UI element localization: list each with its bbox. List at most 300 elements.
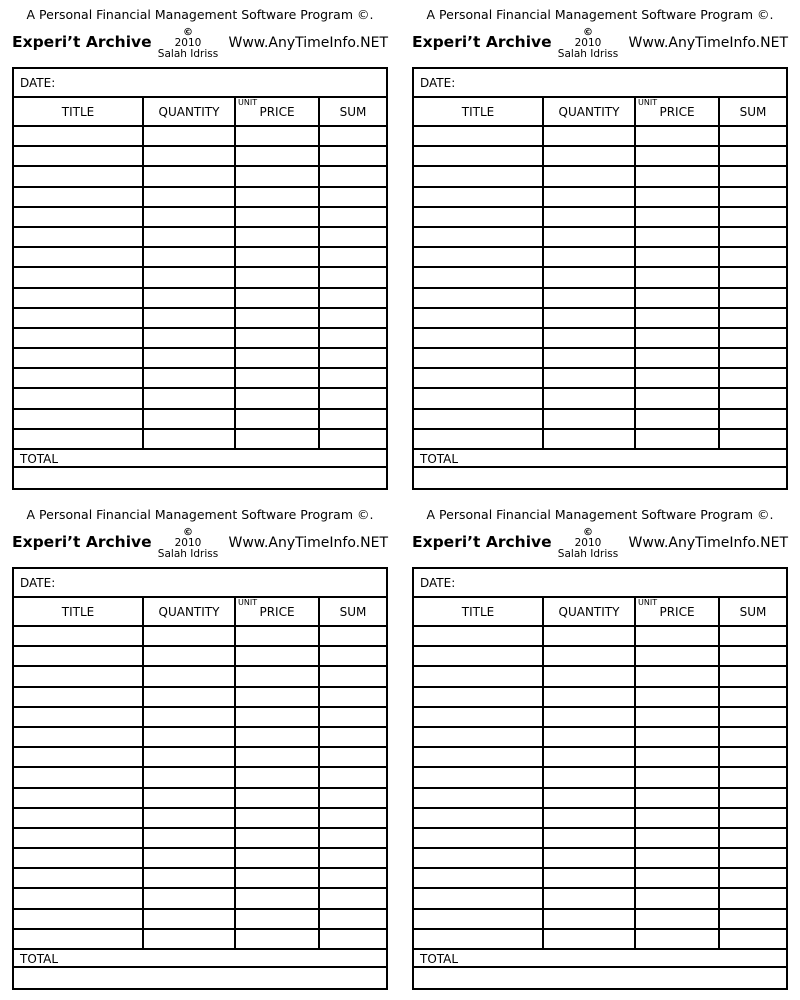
sum-cell[interactable] xyxy=(720,869,786,887)
title-cell[interactable] xyxy=(414,289,544,307)
price-cell[interactable] xyxy=(236,849,320,867)
price-cell[interactable] xyxy=(636,889,720,907)
title-cell[interactable] xyxy=(414,410,544,428)
price-cell[interactable] xyxy=(636,647,720,665)
title-cell[interactable] xyxy=(14,268,144,286)
table-row xyxy=(414,889,786,909)
price-cell[interactable] xyxy=(636,410,720,428)
price-cell[interactable] xyxy=(236,708,320,726)
table-row xyxy=(14,768,386,788)
quantity-cell[interactable] xyxy=(544,369,636,387)
price-cell[interactable] xyxy=(636,768,720,786)
sum-cell[interactable] xyxy=(720,188,786,206)
title-cell[interactable] xyxy=(14,147,144,165)
quantity-cell[interactable] xyxy=(544,708,636,726)
col-quantity-label: QUANTITY xyxy=(158,604,220,619)
price-cell[interactable] xyxy=(236,688,320,706)
title-cell[interactable] xyxy=(14,667,144,685)
price-cell[interactable] xyxy=(236,289,320,307)
title-cell[interactable] xyxy=(414,768,544,786)
title-cell[interactable] xyxy=(14,309,144,327)
price-cell[interactable] xyxy=(636,268,720,286)
quantity-cell[interactable] xyxy=(544,809,636,827)
sum-cell[interactable] xyxy=(720,248,786,266)
date-label: DATE: xyxy=(20,576,56,590)
quantity-cell[interactable] xyxy=(144,829,236,847)
title-cell[interactable] xyxy=(414,167,544,185)
table-row xyxy=(14,849,386,869)
quantity-cell[interactable] xyxy=(144,248,236,266)
table-row xyxy=(14,708,386,728)
title-cell[interactable] xyxy=(414,748,544,766)
title-cell[interactable] xyxy=(14,127,144,145)
table-header xyxy=(14,598,386,627)
quantity-cell[interactable] xyxy=(144,329,236,347)
table-row xyxy=(414,829,786,849)
quantity-cell[interactable] xyxy=(544,289,636,307)
sum-cell[interactable] xyxy=(320,389,386,407)
total-row[interactable] xyxy=(414,948,786,968)
quantity-cell[interactable] xyxy=(544,889,636,907)
sum-cell[interactable] xyxy=(720,647,786,665)
quantity-cell[interactable] xyxy=(144,127,236,145)
price-cell[interactable] xyxy=(236,167,320,185)
quantity-cell[interactable] xyxy=(544,869,636,887)
quantity-cell[interactable] xyxy=(144,627,236,645)
quantity-cell[interactable] xyxy=(544,268,636,286)
sum-cell[interactable] xyxy=(320,369,386,387)
quantity-cell[interactable] xyxy=(144,167,236,185)
title-cell[interactable] xyxy=(14,627,144,645)
title-cell[interactable] xyxy=(14,768,144,786)
price-cell[interactable] xyxy=(236,248,320,266)
quantity-cell[interactable] xyxy=(144,389,236,407)
quantity-cell[interactable] xyxy=(144,768,236,786)
price-cell[interactable] xyxy=(236,430,320,448)
sum-cell[interactable] xyxy=(720,389,786,407)
title-cell[interactable] xyxy=(414,627,544,645)
table-row xyxy=(414,789,786,809)
quantity-cell[interactable] xyxy=(544,768,636,786)
sum-cell[interactable] xyxy=(720,369,786,387)
title-cell[interactable] xyxy=(414,910,544,928)
price-cell[interactable] xyxy=(236,728,320,746)
title-cell[interactable] xyxy=(414,889,544,907)
sum-cell[interactable] xyxy=(720,910,786,928)
sum-cell[interactable] xyxy=(720,289,786,307)
title-cell[interactable] xyxy=(414,208,544,226)
title-cell[interactable] xyxy=(14,910,144,928)
sum-cell[interactable] xyxy=(320,228,386,246)
sum-cell[interactable] xyxy=(320,188,386,206)
sum-cell[interactable] xyxy=(320,268,386,286)
quantity-cell[interactable] xyxy=(544,667,636,685)
title-cell[interactable] xyxy=(14,389,144,407)
price-cell[interactable] xyxy=(236,627,320,645)
title-cell[interactable] xyxy=(414,647,544,665)
sum-cell[interactable] xyxy=(320,329,386,347)
title-cell[interactable] xyxy=(14,369,144,387)
sum-cell[interactable] xyxy=(320,309,386,327)
title-cell[interactable] xyxy=(414,930,544,948)
title-cell[interactable] xyxy=(414,829,544,847)
price-cell[interactable] xyxy=(636,708,720,726)
title-cell[interactable] xyxy=(414,309,544,327)
title-cell[interactable] xyxy=(14,349,144,367)
title-cell[interactable] xyxy=(14,708,144,726)
quantity-cell[interactable] xyxy=(544,647,636,665)
title-cell[interactable] xyxy=(414,708,544,726)
price-cell[interactable] xyxy=(636,809,720,827)
date-row[interactable] xyxy=(14,69,386,98)
expense-grid xyxy=(14,598,386,950)
price-cell[interactable] xyxy=(236,147,320,165)
price-cell[interactable] xyxy=(636,349,720,367)
sum-cell[interactable] xyxy=(320,688,386,706)
quantity-cell[interactable] xyxy=(544,849,636,867)
price-cell[interactable] xyxy=(236,910,320,928)
sum-cell[interactable] xyxy=(320,430,386,448)
price-cell[interactable] xyxy=(636,829,720,847)
price-cell[interactable] xyxy=(236,389,320,407)
price-cell[interactable] xyxy=(636,188,720,206)
sum-cell[interactable] xyxy=(720,147,786,165)
price-cell[interactable] xyxy=(636,849,720,867)
title-cell[interactable] xyxy=(414,369,544,387)
sum-cell[interactable] xyxy=(320,829,386,847)
sum-cell[interactable] xyxy=(720,430,786,448)
title-cell[interactable] xyxy=(414,349,544,367)
table-row xyxy=(414,248,786,268)
sum-cell[interactable] xyxy=(320,127,386,145)
quantity-cell[interactable] xyxy=(144,889,236,907)
title-cell[interactable] xyxy=(14,809,144,827)
date-row[interactable] xyxy=(414,69,786,98)
sum-cell[interactable] xyxy=(320,849,386,867)
sum-cell[interactable] xyxy=(320,647,386,665)
title-cell[interactable] xyxy=(14,647,144,665)
table-row xyxy=(414,910,786,930)
sum-cell[interactable] xyxy=(720,309,786,327)
quantity-cell[interactable] xyxy=(144,930,236,948)
sum-cell[interactable] xyxy=(720,930,786,948)
quantity-cell[interactable] xyxy=(144,910,236,928)
price-cell[interactable] xyxy=(236,127,320,145)
quantity-cell[interactable] xyxy=(544,228,636,246)
price-cell[interactable] xyxy=(636,748,720,766)
sum-cell[interactable] xyxy=(720,708,786,726)
price-cell[interactable] xyxy=(236,789,320,807)
price-cell[interactable] xyxy=(636,728,720,746)
quantity-cell[interactable] xyxy=(544,728,636,746)
price-cell[interactable] xyxy=(636,930,720,948)
date-row[interactable] xyxy=(414,569,786,598)
quantity-cell[interactable] xyxy=(144,369,236,387)
title-cell[interactable] xyxy=(414,728,544,746)
sum-cell[interactable] xyxy=(720,768,786,786)
price-cell[interactable] xyxy=(236,329,320,347)
sum-cell[interactable] xyxy=(720,410,786,428)
quantity-cell[interactable] xyxy=(544,248,636,266)
tagline: A Personal Financial Management Software Program ©. xyxy=(426,507,774,522)
website-link[interactable]: Www.AnyTimeInfo.NET xyxy=(628,35,788,51)
sum-cell[interactable] xyxy=(320,147,386,165)
price-cell[interactable] xyxy=(236,889,320,907)
quantity-cell[interactable] xyxy=(144,728,236,746)
total-row[interactable] xyxy=(14,948,386,968)
sum-cell[interactable] xyxy=(720,688,786,706)
table-row xyxy=(414,188,786,208)
price-cell[interactable] xyxy=(636,309,720,327)
table-row xyxy=(414,930,786,950)
quantity-cell[interactable] xyxy=(544,930,636,948)
quantity-cell[interactable] xyxy=(544,748,636,766)
title-cell[interactable] xyxy=(14,849,144,867)
title-cell[interactable] xyxy=(414,849,544,867)
title-cell[interactable] xyxy=(414,248,544,266)
price-cell[interactable] xyxy=(236,349,320,367)
sum-cell[interactable] xyxy=(720,849,786,867)
title-cell[interactable] xyxy=(14,228,144,246)
quantity-cell[interactable] xyxy=(144,849,236,867)
price-cell[interactable] xyxy=(636,627,720,645)
sum-cell[interactable] xyxy=(720,667,786,685)
sum-cell[interactable] xyxy=(720,789,786,807)
title-cell[interactable] xyxy=(14,430,144,448)
sum-cell[interactable] xyxy=(720,167,786,185)
price-cell[interactable] xyxy=(236,748,320,766)
sum-cell[interactable] xyxy=(720,208,786,226)
quantity-cell[interactable] xyxy=(544,430,636,448)
quantity-cell[interactable] xyxy=(144,869,236,887)
expense-grid xyxy=(14,98,386,450)
price-cell[interactable] xyxy=(236,228,320,246)
quantity-cell[interactable] xyxy=(544,147,636,165)
table-row xyxy=(414,329,786,349)
title-cell[interactable] xyxy=(14,889,144,907)
table-row xyxy=(14,728,386,748)
title-cell[interactable] xyxy=(414,188,544,206)
title-cell[interactable] xyxy=(414,809,544,827)
sum-cell[interactable] xyxy=(320,708,386,726)
quantity-cell[interactable] xyxy=(144,809,236,827)
table-row xyxy=(14,248,386,268)
table-row xyxy=(414,147,786,167)
title-cell[interactable] xyxy=(414,268,544,286)
quantity-cell[interactable] xyxy=(144,789,236,807)
title-cell[interactable] xyxy=(414,329,544,347)
quantity-cell[interactable] xyxy=(544,789,636,807)
quantity-cell[interactable] xyxy=(544,329,636,347)
total-row[interactable] xyxy=(414,448,786,468)
price-cell[interactable] xyxy=(236,768,320,786)
title-cell[interactable] xyxy=(14,167,144,185)
website-link[interactable]: Www.AnyTimeInfo.NET xyxy=(228,35,388,51)
sum-cell[interactable] xyxy=(320,667,386,685)
price-cell[interactable] xyxy=(236,410,320,428)
quantity-cell[interactable] xyxy=(544,910,636,928)
sum-cell[interactable] xyxy=(320,789,386,807)
title-cell[interactable] xyxy=(14,688,144,706)
quantity-cell[interactable] xyxy=(144,268,236,286)
price-cell[interactable] xyxy=(636,789,720,807)
price-cell[interactable] xyxy=(636,329,720,347)
quantity-cell[interactable] xyxy=(544,309,636,327)
price-cell[interactable] xyxy=(236,647,320,665)
sum-cell[interactable] xyxy=(720,627,786,645)
title-cell[interactable] xyxy=(414,389,544,407)
quantity-cell[interactable] xyxy=(544,688,636,706)
price-cell[interactable] xyxy=(636,430,720,448)
quantity-cell[interactable] xyxy=(144,309,236,327)
quantity-cell[interactable] xyxy=(144,349,236,367)
sum-cell[interactable] xyxy=(720,889,786,907)
sum-cell[interactable] xyxy=(320,930,386,948)
sum-cell[interactable] xyxy=(720,349,786,367)
title-cell[interactable] xyxy=(414,789,544,807)
price-cell[interactable] xyxy=(636,127,720,145)
price-cell[interactable] xyxy=(236,869,320,887)
title-cell[interactable] xyxy=(414,688,544,706)
title-cell[interactable] xyxy=(14,208,144,226)
quantity-cell[interactable] xyxy=(144,147,236,165)
title-cell[interactable] xyxy=(414,430,544,448)
sum-cell[interactable] xyxy=(320,869,386,887)
sum-cell[interactable] xyxy=(320,809,386,827)
price-cell[interactable] xyxy=(236,369,320,387)
sum-cell[interactable] xyxy=(320,748,386,766)
quantity-cell[interactable] xyxy=(544,167,636,185)
price-cell[interactable] xyxy=(636,208,720,226)
table-row xyxy=(414,430,786,450)
sum-cell[interactable] xyxy=(320,910,386,928)
form-card xyxy=(412,500,788,992)
title-cell[interactable] xyxy=(414,127,544,145)
price-cell[interactable] xyxy=(236,188,320,206)
quantity-cell[interactable] xyxy=(144,289,236,307)
quantity-cell[interactable] xyxy=(544,349,636,367)
copyright-symbol: © xyxy=(583,27,593,38)
quantity-cell[interactable] xyxy=(144,708,236,726)
title-cell[interactable] xyxy=(414,147,544,165)
website-link[interactable]: Www.AnyTimeInfo.NET xyxy=(628,535,788,551)
price-cell[interactable] xyxy=(636,248,720,266)
price-cell[interactable] xyxy=(236,208,320,226)
sum-cell[interactable] xyxy=(320,889,386,907)
quantity-cell[interactable] xyxy=(144,208,236,226)
price-cell[interactable] xyxy=(636,389,720,407)
title-cell[interactable] xyxy=(14,410,144,428)
sum-cell[interactable] xyxy=(320,768,386,786)
sum-cell[interactable] xyxy=(320,728,386,746)
website-link[interactable]: Www.AnyTimeInfo.NET xyxy=(228,535,388,551)
quantity-cell[interactable] xyxy=(544,410,636,428)
title-cell[interactable] xyxy=(14,248,144,266)
quantity-cell[interactable] xyxy=(144,647,236,665)
quantity-cell[interactable] xyxy=(544,829,636,847)
price-cell[interactable] xyxy=(236,667,320,685)
title-cell[interactable] xyxy=(14,188,144,206)
price-cell[interactable] xyxy=(636,688,720,706)
price-cell[interactable] xyxy=(236,829,320,847)
title-cell[interactable] xyxy=(14,728,144,746)
copyright-year: 2010 xyxy=(174,537,202,549)
title-cell[interactable] xyxy=(14,329,144,347)
price-cell[interactable] xyxy=(236,809,320,827)
sum-cell[interactable] xyxy=(320,289,386,307)
quantity-cell[interactable] xyxy=(144,410,236,428)
title-cell[interactable] xyxy=(14,789,144,807)
sum-cell[interactable] xyxy=(720,127,786,145)
quantity-cell[interactable] xyxy=(544,188,636,206)
price-cell[interactable] xyxy=(636,167,720,185)
price-cell[interactable] xyxy=(236,309,320,327)
quantity-cell[interactable] xyxy=(144,667,236,685)
quantity-cell[interactable] xyxy=(144,228,236,246)
sum-cell[interactable] xyxy=(320,167,386,185)
sum-cell[interactable] xyxy=(720,329,786,347)
date-row[interactable] xyxy=(14,569,386,598)
title-cell[interactable] xyxy=(414,869,544,887)
quantity-cell[interactable] xyxy=(544,627,636,645)
title-cell[interactable] xyxy=(14,930,144,948)
quantity-cell[interactable] xyxy=(544,389,636,407)
sum-cell[interactable] xyxy=(320,349,386,367)
table-row xyxy=(14,809,386,829)
price-cell[interactable] xyxy=(636,869,720,887)
title-cell[interactable] xyxy=(14,829,144,847)
title-cell[interactable] xyxy=(14,869,144,887)
price-cell[interactable] xyxy=(236,268,320,286)
sum-cell[interactable] xyxy=(720,728,786,746)
sum-cell[interactable] xyxy=(720,829,786,847)
sum-cell[interactable] xyxy=(320,627,386,645)
table-row xyxy=(414,809,786,829)
copyright-symbol: © xyxy=(583,527,593,538)
table-row xyxy=(414,289,786,309)
quantity-cell[interactable] xyxy=(544,127,636,145)
title-cell[interactable] xyxy=(414,667,544,685)
title-cell[interactable] xyxy=(14,289,144,307)
col-sum-header xyxy=(320,98,386,125)
sum-cell[interactable] xyxy=(720,809,786,827)
title-cell[interactable] xyxy=(14,748,144,766)
sum-cell[interactable] xyxy=(320,248,386,266)
price-cell[interactable] xyxy=(636,228,720,246)
price-cell[interactable] xyxy=(236,930,320,948)
price-cell[interactable] xyxy=(636,369,720,387)
sum-cell[interactable] xyxy=(320,410,386,428)
copyright-block xyxy=(552,527,624,560)
quantity-cell[interactable] xyxy=(144,188,236,206)
price-cell[interactable] xyxy=(636,910,720,928)
quantity-cell[interactable] xyxy=(544,208,636,226)
price-cell[interactable] xyxy=(636,667,720,685)
sum-cell[interactable] xyxy=(720,268,786,286)
quantity-cell[interactable] xyxy=(144,748,236,766)
table-row xyxy=(414,667,786,687)
price-cell[interactable] xyxy=(636,147,720,165)
title-cell[interactable] xyxy=(414,228,544,246)
sum-cell[interactable] xyxy=(720,748,786,766)
quantity-cell[interactable] xyxy=(144,688,236,706)
table-row xyxy=(14,147,386,167)
sum-cell[interactable] xyxy=(320,208,386,226)
sum-cell[interactable] xyxy=(720,228,786,246)
price-cell[interactable] xyxy=(636,289,720,307)
total-row[interactable] xyxy=(14,448,386,468)
quantity-cell[interactable] xyxy=(144,430,236,448)
